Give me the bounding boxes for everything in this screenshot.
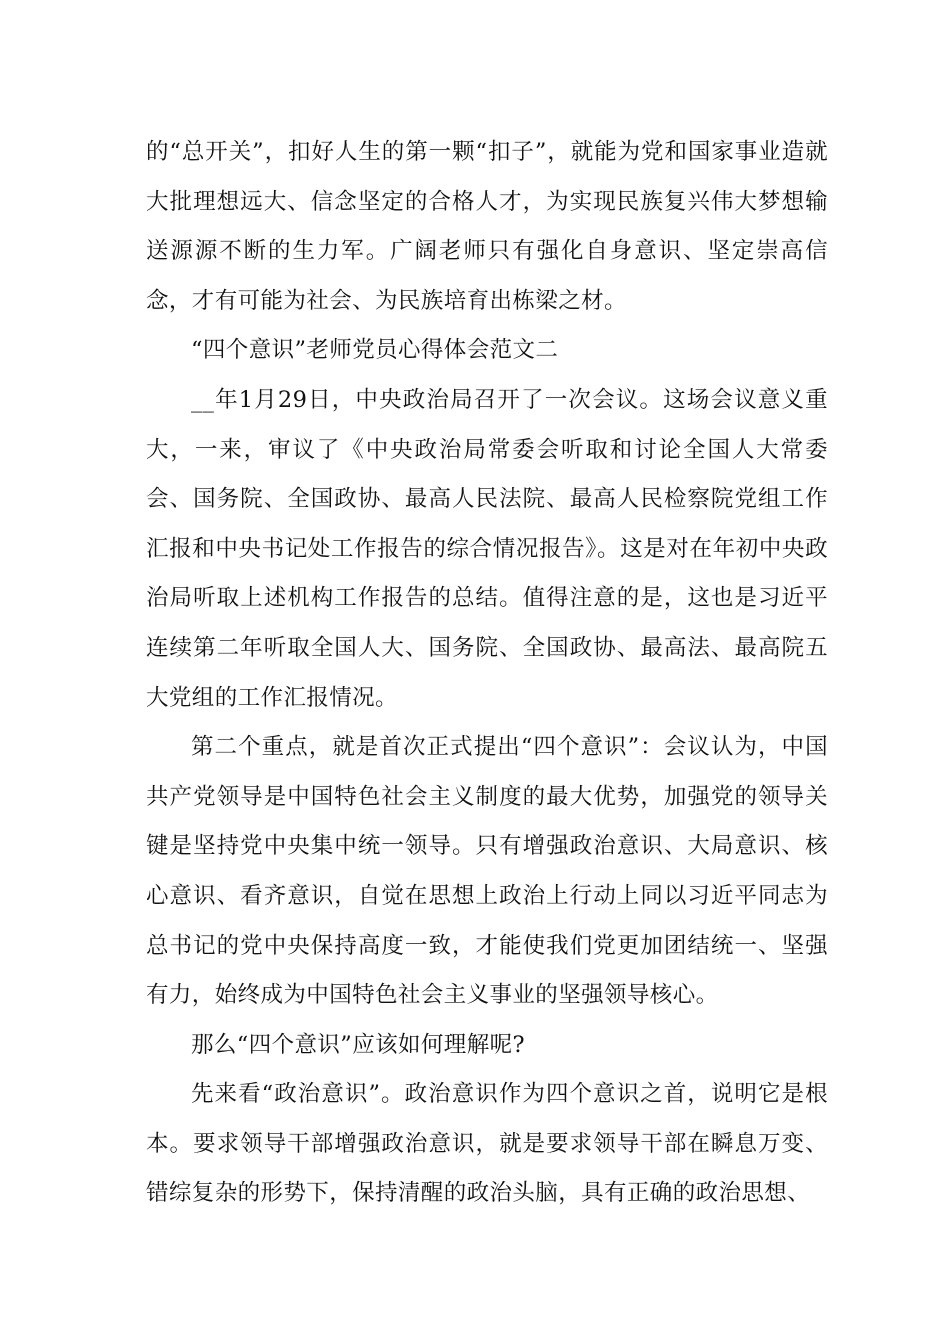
paragraph-1: 的“总开关”，扣好人生的第一颗“扣子”，就能为党和国家事业造就大批理想远大、信念坚定的合格人才，为实现民族复兴伟大梦想输送源源不断的生力军。广阔老师只有强化自身意识、坚定崇高信念，才有可能为社会、为民族培育出栋梁之材。 — [146, 139, 828, 314]
paragraph-3: 第二个重点，就是首次正式提出“四个意识”：会议认为，中国共产党领导是中国特色社会主义制度的最大优势，加强党的领导关键是坚持党中央集中统一领导。只有增强政治意识、大局意识、核心意识、看齐意识，自觉在思想上政治上行动上同以习近平同志为总书记的党中央保持高度一致，才能使我们党更加团结统一、坚强有力，始终成为中国特色社会主义事业的坚强领导核心。 — [146, 734, 828, 1009]
section-heading: “四个意识”老师党员心得体会范文二 — [191, 337, 559, 364]
paragraph-5: 先来看“政治意识”。政治意识作为四个意识之首，说明它是根本。要求领导干部增强政治意识，就是要求领导干部在瞬息万变、错综复杂的形势下，保持清醒的政治头脑，具有正确的政治思想、 — [146, 1081, 828, 1207]
document-body — [146, 128, 828, 1219]
paragraph-2: __年1月29日，中央政治局召开了一次会议。这场会议意义重大，一来，审议了《中央政治局常委会听取和讨论全国人大常委会、国务院、全国政协、最高人民法院、最高人民检察院党组工作汇报和中央书记处工作报告的综合情况报告》。这是对在年初中央政治局听取上述机构工作报告的总结。值得注意的是，这也是习近平连续第二年听取全国人大、国务院、全国政协、最高法、最高院五大党组的工作汇报情况。 — [146, 386, 828, 711]
paragraph-4: 那么“四个意识”应该如何理解呢? — [191, 1031, 525, 1058]
